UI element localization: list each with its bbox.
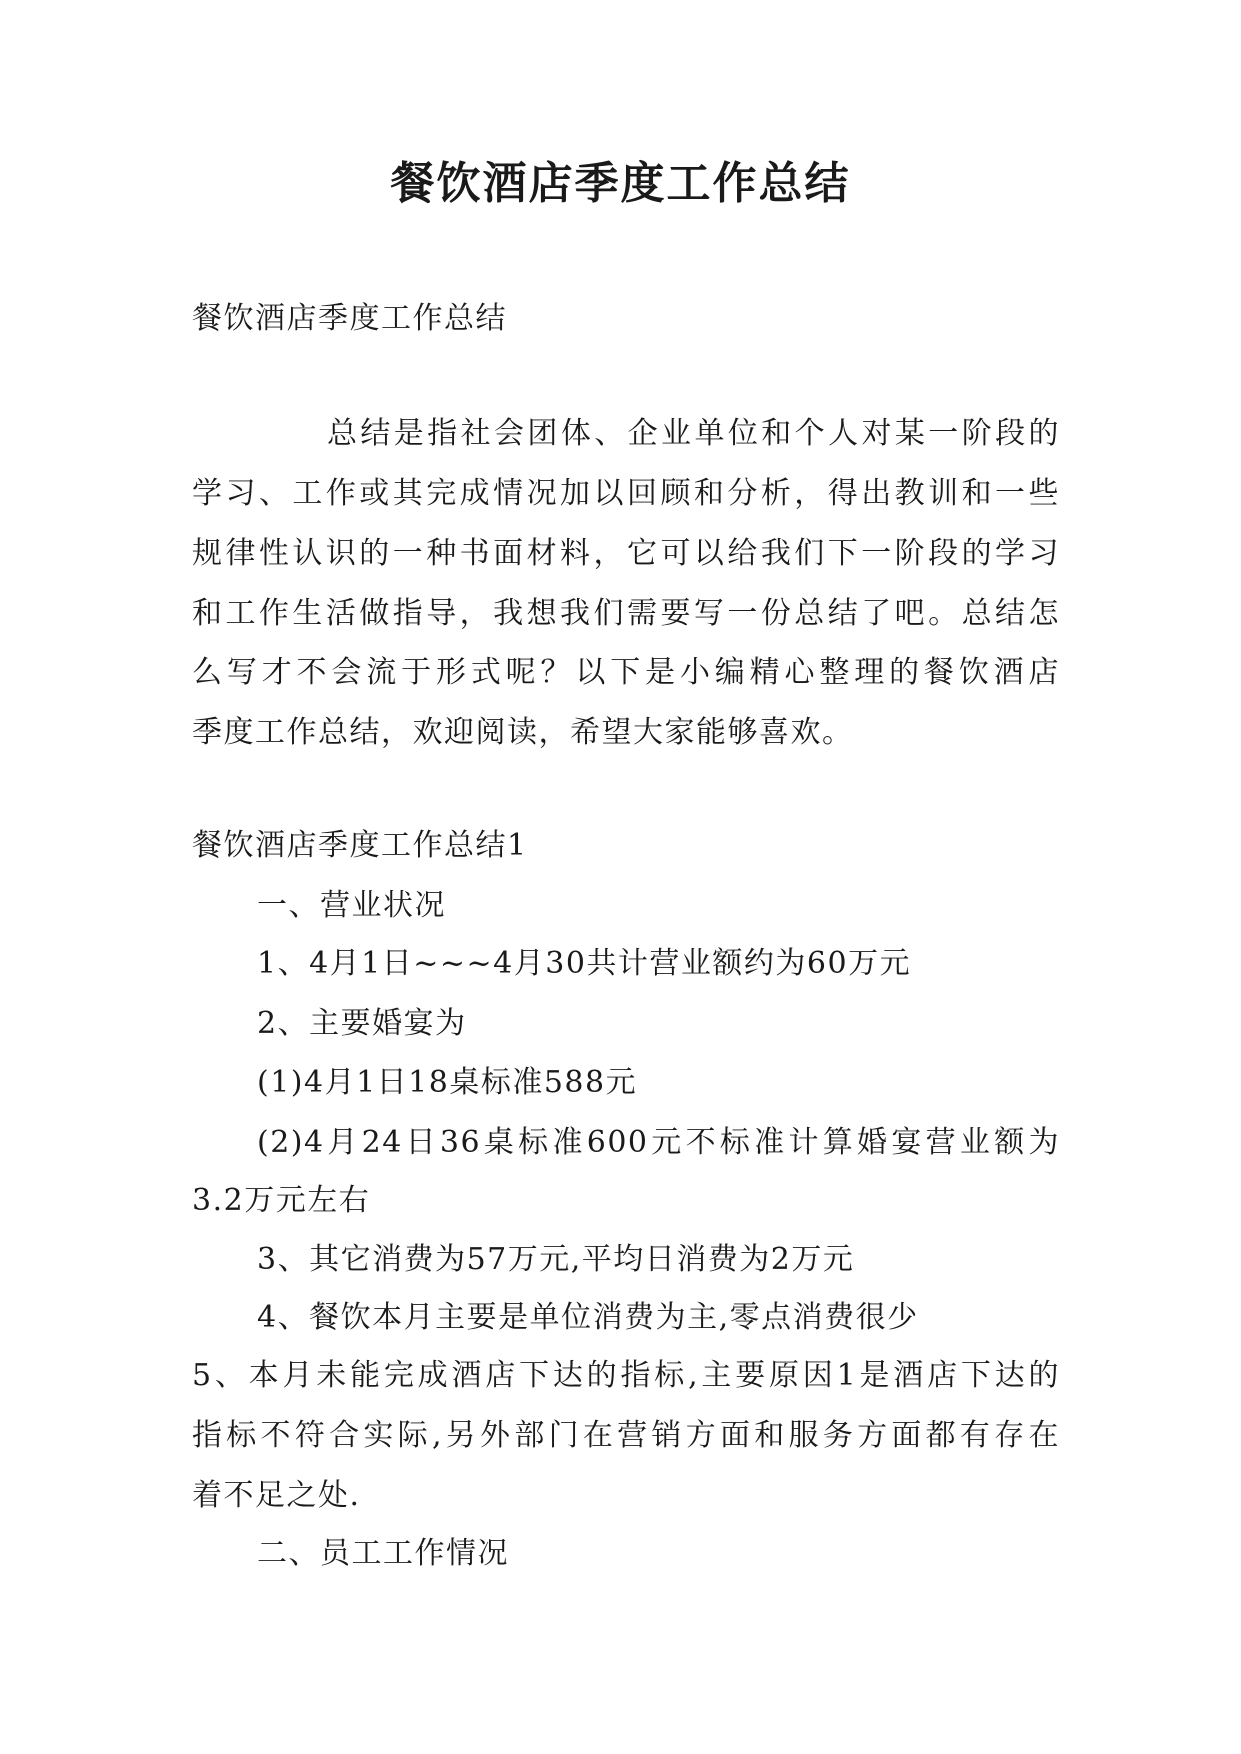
intro-line: 和工作生活做指导，我想我们需要写一份总结了吧。总结怎: [192, 596, 1060, 631]
body-line: 3.2万元左右: [192, 1183, 371, 1218]
body-line: 2、主要婚宴为: [257, 1006, 467, 1041]
intro-line: 季度工作总结，欢迎阅读，希望大家能够喜欢。: [192, 715, 854, 750]
body-line: 4、餐饮本月主要是单位消费为主,零点消费很少: [257, 1300, 919, 1335]
body-line: 3、其它消费为57万元,平均日消费为2万元: [257, 1242, 855, 1277]
body-line: (2)4月24日36桌标准600元不标准计算婚宴营业额为: [257, 1125, 1060, 1160]
body-line: (1)4月1日18桌标准588元: [257, 1065, 638, 1100]
body-line: 1、4月1日~~~4月30共计营业额约为60万元: [257, 946, 912, 981]
body-line: 着不足之处.: [192, 1478, 361, 1513]
section-heading: 餐饮酒店季度工作总结1: [192, 828, 528, 863]
body-line: 5、本月未能完成酒店下达的指标,主要原因1是酒店下达的: [192, 1358, 1060, 1393]
body-line: 指标不符合实际,另外部门在营销方面和服务方面都有存在: [192, 1418, 1060, 1453]
subsection-heading: 一、营业状况: [257, 888, 446, 923]
intro-line: 学习、工作或其完成情况加以回顾和分析，得出教训和一些: [192, 476, 1060, 511]
intro-line: 规律性认识的一种书面材料，它可以给我们下一阶段的学习: [192, 536, 1060, 571]
intro-line: 么写才不会流于形式呢？以下是小编精心整理的餐饮酒店: [192, 655, 1060, 690]
subsection-heading: 二、员工工作情况: [257, 1536, 509, 1571]
subtitle-line: 餐饮酒店季度工作总结: [192, 301, 507, 336]
document-title: 餐饮酒店季度工作总结: [390, 158, 851, 209]
intro-line: 总结是指社会团体、企业单位和个人对某一阶段的: [327, 416, 1060, 451]
